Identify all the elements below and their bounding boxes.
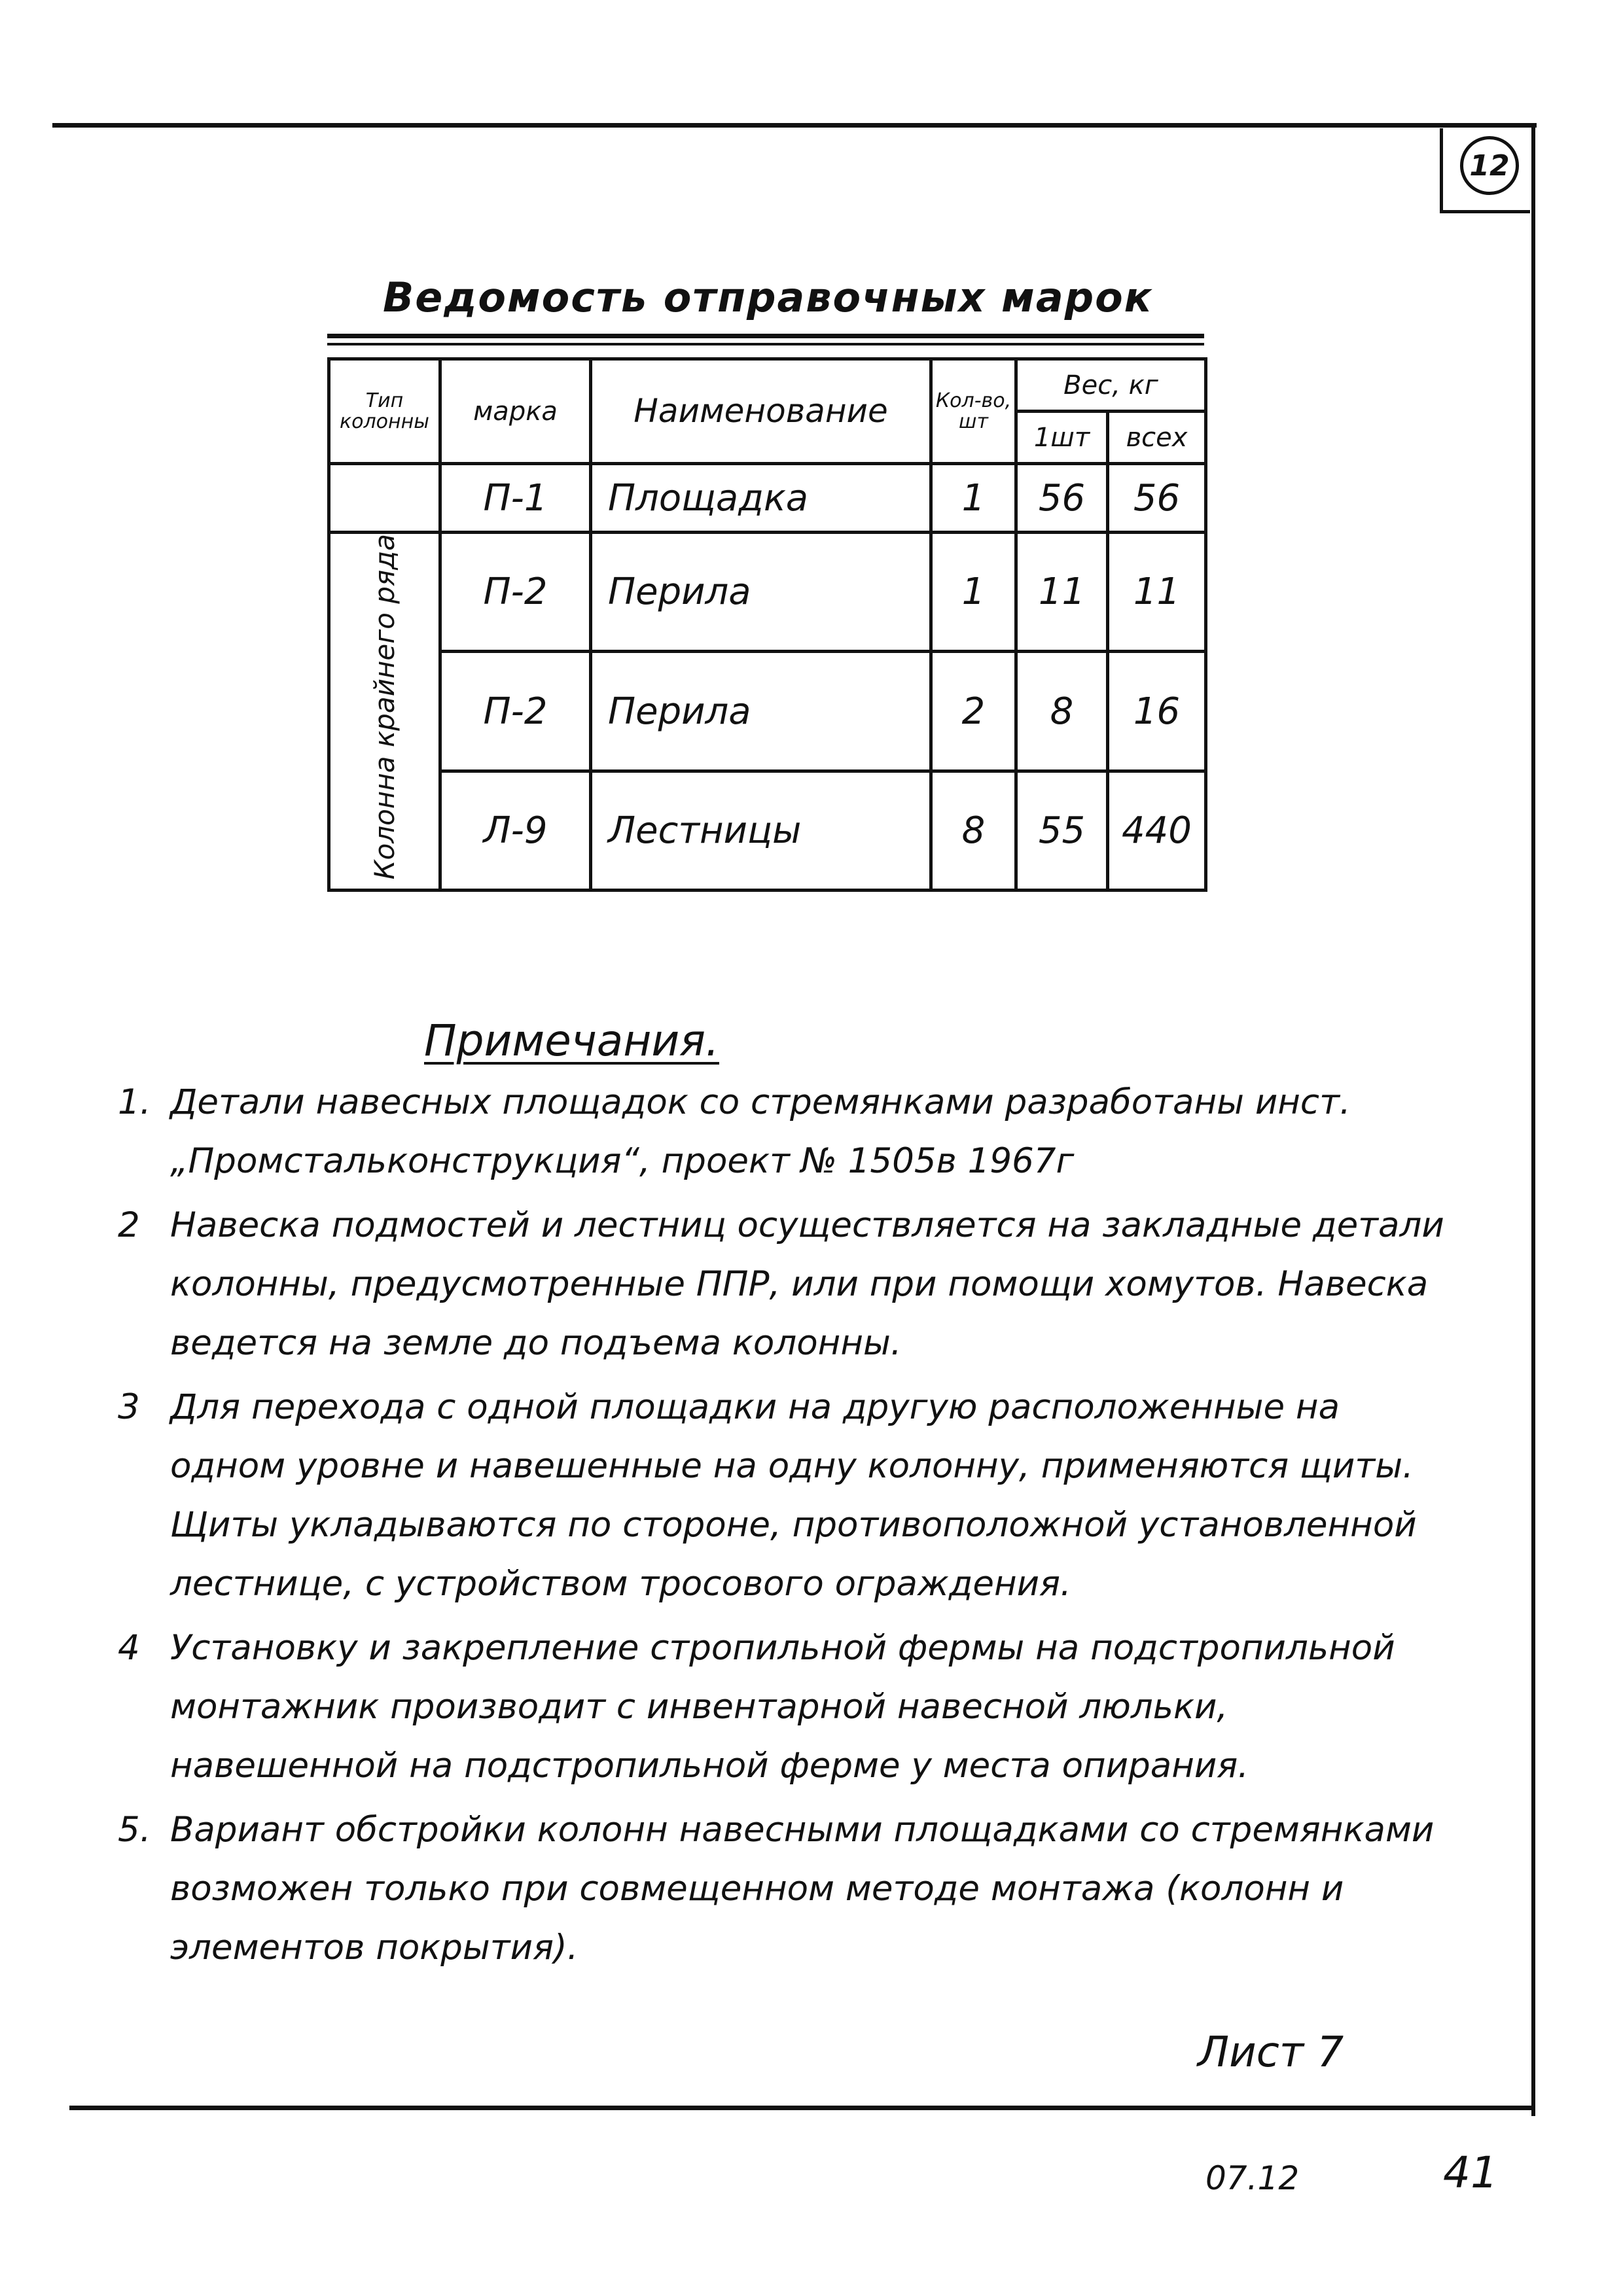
frame-top-line	[52, 123, 1537, 128]
document-code: 07.12	[1205, 2159, 1300, 2197]
sheet-label: Лист 7	[1198, 2028, 1344, 2077]
note-item	[118, 1196, 1459, 1373]
cell-name: Перила	[591, 533, 931, 652]
note-text: Установку и закрепление стропильной фермы на подстропильной монтажник производит с инвентарной навесной люльки, навешенной на подстропильной ферме у места опирания.	[170, 1628, 1395, 1786]
header-qty: Кол-во, шт	[931, 359, 1016, 464]
note-item	[118, 1619, 1459, 1795]
table-title: Ведомость отправочных марок	[383, 274, 1153, 321]
title-underline-thin	[327, 343, 1204, 345]
note-number: 4	[118, 1628, 140, 1668]
cell-weight-one: 8	[1016, 652, 1108, 771]
cell-weight-all: 11	[1108, 533, 1206, 652]
header-weight-one: 1шт	[1016, 412, 1108, 464]
note-text: Детали навесных площадок со стремянками разработаны инст. „Промстальконструкция“, проект № 1505в 1967г	[170, 1082, 1351, 1181]
cell-weight-all: 56	[1108, 464, 1206, 533]
cell-name: Площадка	[591, 464, 931, 533]
cell-name: Лестницы	[591, 771, 931, 890]
cell-mark: Л-9	[440, 771, 591, 890]
note-item	[118, 1073, 1459, 1191]
cell-qty: 8	[931, 771, 1016, 890]
marks-table	[327, 357, 1207, 892]
table-row	[329, 652, 1206, 771]
cell-qty: 2	[931, 652, 1016, 771]
cell-weight-all: 16	[1108, 652, 1206, 771]
note-number: 1.	[118, 1082, 151, 1122]
title-underline	[327, 334, 1204, 338]
note-text: Вариант обстройки колонн навесными площадками со стремянками возможен только при совмещенном методе монтажа (колонн и элементов покрытия).	[170, 1810, 1435, 1968]
note-number: 2	[118, 1205, 140, 1245]
table-header-row	[329, 359, 1206, 412]
table-row	[329, 464, 1206, 533]
cell-mark: П-2	[440, 652, 591, 771]
note-number: 5.	[118, 1810, 151, 1850]
cell-weight-one: 11	[1016, 533, 1108, 652]
header-type: Тип колонны	[329, 359, 440, 464]
folio-number: 41	[1443, 2147, 1498, 2198]
notes-title: Примечания.	[424, 1016, 719, 1066]
cell-name: Перила	[591, 652, 931, 771]
note-number: 3	[118, 1387, 140, 1427]
header-weight-all: всех	[1108, 412, 1206, 464]
note-text: Для перехода с одной площадки на другую расположенные на одном уровне и навешенные на одну колонну, применяются щиты. Щиты укладываются по стороне, противоположной установленной лестнице, с устройством тросового ограждения.	[170, 1387, 1417, 1604]
type-cell-empty	[329, 464, 440, 533]
cell-weight-one: 55	[1016, 771, 1108, 890]
header-mark: марка	[440, 359, 591, 464]
page-number: 12	[1460, 136, 1519, 195]
table-row	[329, 533, 1206, 652]
cell-weight-all: 440	[1108, 771, 1206, 890]
cell-mark: П-2	[440, 533, 591, 652]
note-item	[118, 1378, 1459, 1614]
note-text: Навеска подмостей и лестниц осуществляется на закладные детали колонны, предусмотренные ППР, или при помощи хомутов. Навеска ведется на земле до подъема колонны.	[170, 1205, 1444, 1363]
cell-weight-one: 56	[1016, 464, 1108, 533]
header-weight: Вес, кг	[1016, 359, 1206, 412]
column-type-label: Колонна крайнего ряда	[368, 534, 401, 880]
header-name: Наименование	[591, 359, 931, 464]
cell-qty: 1	[931, 533, 1016, 652]
note-item	[118, 1801, 1459, 1977]
cell-qty: 1	[931, 464, 1016, 533]
frame-bottom-line	[69, 2106, 1535, 2110]
notes-list	[118, 1073, 1459, 1977]
page-number-box	[1440, 128, 1530, 213]
frame-right-line	[1531, 123, 1535, 2116]
type-cell-group	[329, 533, 440, 891]
cell-mark: П-1	[440, 464, 591, 533]
table-row	[329, 771, 1206, 890]
